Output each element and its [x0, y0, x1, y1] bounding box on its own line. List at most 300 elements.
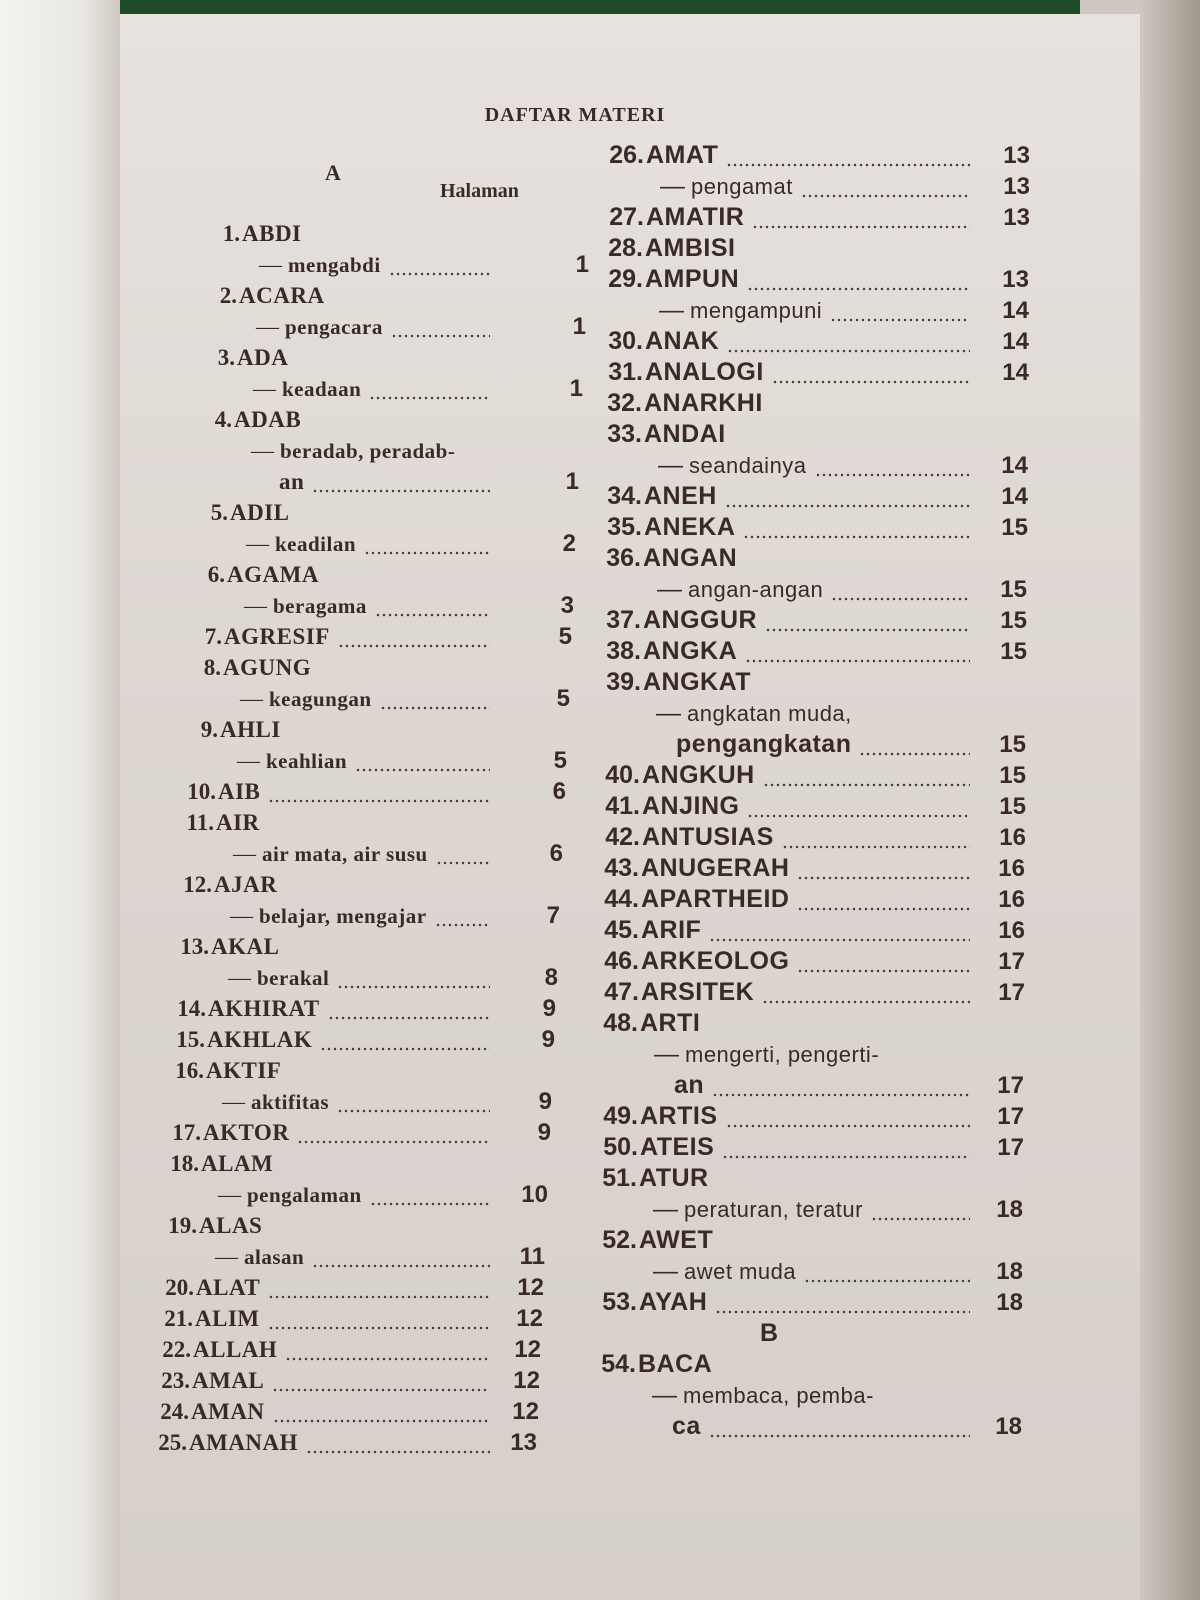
page-number: 13	[1003, 173, 1030, 200]
toc-entry	[599, 357, 1049, 388]
entry-term: AGUNG	[223, 655, 312, 680]
entry-term: ANGKUH	[642, 761, 755, 789]
entry-term: ALIM	[195, 1306, 260, 1331]
toc-entry	[128, 1179, 548, 1210]
dash-mark: —	[259, 252, 282, 277]
entry-number: 12.	[183, 872, 212, 897]
entry-term: AMANAH	[189, 1430, 299, 1455]
toc-entry	[594, 1008, 1044, 1039]
toc-entry	[594, 1132, 1044, 1163]
entry-number: 1.	[222, 221, 240, 246]
toc-entry	[148, 714, 568, 745]
entry-term: AMAL	[192, 1368, 265, 1393]
leader-dots	[369, 373, 490, 404]
leader-dots	[727, 326, 970, 357]
toc-entry	[136, 993, 556, 1024]
entry-term: ALAS	[199, 1213, 263, 1238]
leader-dots	[747, 791, 970, 822]
entry-subterm: an	[674, 1071, 705, 1099]
entry-term: ANAK	[645, 327, 720, 355]
toc-entry	[596, 698, 1046, 729]
entry-subterm: aktifitas	[251, 1090, 329, 1114]
toc-entry	[595, 915, 1045, 946]
toc-entry	[161, 435, 581, 466]
page-number: 16	[998, 886, 1025, 913]
page-number: 16	[998, 917, 1025, 944]
toc-entry	[597, 667, 1047, 698]
dash-mark: —	[215, 1244, 238, 1269]
entry-number: 16.	[175, 1058, 204, 1083]
entry-term: AKHIRAT	[208, 996, 320, 1021]
entry-number: 17.	[172, 1120, 201, 1145]
leader-dots	[320, 1024, 490, 1055]
entry-number: 33.	[607, 420, 642, 448]
leader-dots	[797, 884, 970, 915]
page-number: 12	[517, 1274, 544, 1301]
entry-number: 28.	[608, 234, 643, 262]
toc-entry	[139, 931, 559, 962]
entry-subterm: ca	[672, 1412, 701, 1440]
toc-entry	[600, 171, 1050, 202]
toc-entry	[599, 295, 1049, 326]
page-number: 10	[521, 1181, 548, 1208]
entry-number: 44.	[604, 885, 639, 913]
page-number: 17	[998, 979, 1025, 1006]
page-number: 17	[997, 1134, 1024, 1161]
dash-mark: —	[253, 376, 276, 401]
entry-subterm: angan-angan	[688, 577, 824, 602]
page-number: 1	[565, 468, 579, 495]
toc-entry	[600, 202, 1050, 233]
page-number: 14	[1002, 359, 1029, 386]
page-number: 15	[999, 762, 1026, 789]
entry-subterm: awet muda	[684, 1259, 797, 1284]
page-number: 14	[1002, 328, 1029, 355]
leader-dots	[391, 311, 490, 342]
toc-entry	[593, 1163, 1043, 1194]
page-number: 14	[1001, 483, 1028, 510]
toc-entry	[596, 822, 1046, 853]
leader-dots	[375, 590, 490, 621]
toc-entry	[599, 264, 1049, 295]
page-number: 18	[995, 1413, 1022, 1440]
page-number: 17	[997, 1072, 1024, 1099]
entry-number: 5.	[210, 500, 228, 525]
entry-number: 53.	[602, 1288, 637, 1316]
entry-term: ALAT	[196, 1275, 261, 1300]
page-number: 8	[544, 964, 558, 991]
entry-term: AMBISI	[645, 234, 736, 262]
leader-dots	[797, 946, 970, 977]
entry-term: ANEH	[644, 482, 717, 510]
entry-number: 35.	[607, 513, 642, 541]
page-number: 15	[1000, 607, 1027, 634]
leader-dots	[772, 357, 970, 388]
entry-term: AWET	[639, 1226, 714, 1254]
toc-entry	[167, 280, 587, 311]
page-number: 7	[546, 902, 560, 929]
entry-subterm: keahlian	[266, 749, 348, 773]
toc-entry	[593, 1194, 1043, 1225]
entry-term: AIR	[216, 810, 260, 835]
entry-number: 13.	[180, 934, 209, 959]
leader-dots	[871, 1194, 970, 1225]
entry-number: 6.	[207, 562, 225, 587]
toc-entry	[597, 605, 1047, 636]
page-number: 13	[510, 1429, 537, 1456]
page-number: 11	[519, 1243, 545, 1270]
toc-entry	[596, 729, 1046, 760]
entry-number: 27.	[609, 203, 644, 231]
toc-entry	[162, 404, 582, 435]
leader-dots	[268, 1272, 490, 1303]
entry-term: AMPUN	[645, 265, 740, 293]
page-number: 6	[552, 778, 566, 805]
entry-term: ANUGERAH	[641, 854, 790, 882]
dash-mark: —	[654, 1040, 679, 1068]
leader-dots	[715, 1287, 970, 1318]
leader-dots	[815, 450, 970, 481]
entry-number: 49.	[603, 1102, 638, 1130]
entry-subterm: alasan	[244, 1245, 305, 1269]
entry-number: 26.	[609, 141, 644, 169]
entry-number: 24.	[160, 1399, 189, 1424]
toc-entry	[158, 497, 578, 528]
entry-number: 45.	[604, 916, 639, 944]
entry-term: ABDI	[242, 221, 302, 246]
entry-number: 54.	[601, 1350, 636, 1378]
entry-subterm: belajar, mengajar	[259, 904, 427, 928]
leader-dots	[830, 295, 970, 326]
entry-number: 40.	[605, 761, 640, 789]
page-number: 9	[538, 1088, 552, 1115]
toc-entry	[151, 652, 571, 683]
entry-number: 42.	[605, 823, 640, 851]
dash-mark: —	[659, 296, 684, 324]
page-number: 17	[998, 948, 1025, 975]
dash-mark: —	[653, 1195, 678, 1223]
toc-entry	[599, 326, 1049, 357]
page-number: 12	[513, 1367, 540, 1394]
toc-entry	[147, 745, 567, 776]
page-number: 18	[996, 1258, 1023, 1285]
dash-mark: —	[657, 575, 682, 603]
dash-mark: —	[230, 903, 253, 928]
entry-term: APARTHEID	[641, 885, 790, 913]
entry-term: AMAT	[646, 141, 719, 169]
page-number: 6	[549, 840, 563, 867]
toc-entry	[131, 1117, 551, 1148]
leader-dots	[859, 729, 970, 760]
entry-subterm: pengangkatan	[676, 730, 852, 758]
entry-number: 39.	[606, 668, 641, 696]
entry-number: 25.	[158, 1430, 187, 1455]
leader-dots	[436, 838, 490, 869]
page-number: 13	[1003, 204, 1030, 231]
leader-dots	[312, 1241, 490, 1272]
leader-dots	[801, 171, 970, 202]
entry-number: 52.	[602, 1226, 637, 1254]
entry-number: 14.	[177, 996, 206, 1021]
entry-number: 8.	[203, 655, 221, 680]
entry-number: 50.	[603, 1133, 638, 1161]
entry-subterm: pengacara	[285, 315, 383, 339]
toc-entry	[124, 1272, 544, 1303]
entry-subterm: air mata, air susu	[262, 842, 428, 866]
dash-mark: —	[656, 699, 681, 727]
entry-subterm: an	[279, 469, 305, 494]
toc-entry	[144, 807, 564, 838]
page-number: 15	[1000, 576, 1027, 603]
toc-entry	[119, 1396, 539, 1427]
entry-number: 32.	[607, 389, 642, 417]
entry-number: 36.	[606, 544, 641, 572]
page-number: 17	[997, 1103, 1024, 1130]
toc-entry	[170, 218, 590, 249]
toc-entry	[598, 512, 1048, 543]
toc-entry	[593, 1225, 1043, 1256]
entry-term: ADIL	[230, 500, 290, 525]
leader-dots	[743, 512, 970, 543]
dash-mark: —	[658, 451, 683, 479]
page-number: 13	[1002, 266, 1029, 293]
toc-entry	[169, 249, 589, 280]
toc-entry	[127, 1210, 547, 1241]
toc-entry	[123, 1303, 543, 1334]
entry-number: 3.	[217, 345, 235, 370]
toc-entry	[598, 450, 1048, 481]
leader-dots	[297, 1117, 490, 1148]
toc-entry	[598, 419, 1048, 450]
entry-term: AHLI	[220, 717, 281, 742]
page-number: 14	[1002, 297, 1029, 324]
section-heading-b: B	[760, 1319, 779, 1347]
entry-term: AIB	[218, 779, 261, 804]
toc-entry	[594, 1101, 1044, 1132]
leader-dots	[273, 1396, 490, 1427]
entry-number: 10.	[187, 779, 216, 804]
page-number: 12	[516, 1305, 543, 1332]
page-number: 14	[1001, 452, 1028, 479]
entry-term: ANJING	[642, 792, 740, 820]
page-title: DAFTAR MATERI	[484, 104, 666, 126]
entry-subterm: peraturan, teratur	[684, 1197, 863, 1222]
entry-number: 30.	[608, 327, 643, 355]
page-number: 12	[514, 1336, 541, 1363]
leader-dots	[306, 1427, 490, 1458]
entry-number: 37.	[606, 606, 641, 634]
dash-mark: —	[652, 1381, 677, 1409]
page-number: 5	[556, 685, 570, 712]
entry-term: ALAM	[201, 1151, 274, 1176]
entry-subterm: seandainya	[689, 453, 807, 478]
entry-term: ANGKAT	[643, 668, 752, 696]
entry-term: ALLAH	[193, 1337, 278, 1362]
dash-mark: —	[246, 531, 269, 556]
entry-number: 22.	[162, 1337, 191, 1362]
page-number: 1	[575, 251, 589, 278]
toc-entry	[121, 1334, 541, 1365]
entry-subterm: beradab, peradab-	[280, 439, 456, 463]
toc-entry	[165, 342, 585, 373]
entry-term: ANDAI	[644, 420, 726, 448]
entry-subterm: keadaan	[282, 377, 362, 401]
dash-mark: —	[244, 593, 267, 618]
page-number: 9	[537, 1119, 551, 1146]
entry-number: 20.	[165, 1275, 194, 1300]
leader-dots	[745, 636, 970, 667]
page-number: 16	[998, 855, 1025, 882]
page-number: 5	[558, 623, 572, 650]
entry-term: AKTOR	[203, 1120, 290, 1145]
leader-dots	[709, 1411, 970, 1442]
toc-column-left	[110, 218, 589, 1458]
entry-term: AKHLAK	[207, 1027, 313, 1052]
entry-number: 47.	[604, 978, 639, 1006]
dash-mark: —	[240, 686, 263, 711]
entry-term: ANEKA	[644, 513, 736, 541]
toc-entry	[156, 528, 576, 559]
entry-term: AMATIR	[646, 203, 745, 231]
toc-entry	[595, 946, 1045, 977]
entry-term: ANALOGI	[645, 358, 764, 386]
entry-term: AKAL	[211, 934, 280, 959]
leader-dots	[389, 249, 490, 280]
entry-term: ARIF	[641, 916, 702, 944]
halaman-column-label: Halaman	[440, 180, 519, 202]
toc-entry	[143, 838, 563, 869]
toc-entry	[155, 559, 575, 590]
leader-dots	[762, 977, 970, 1008]
section-heading-a: A	[325, 160, 341, 185]
toc-entry	[120, 1365, 540, 1396]
toc-entry	[595, 977, 1045, 1008]
page-number: 15	[1001, 514, 1028, 541]
leader-dots	[272, 1365, 490, 1396]
leader-dots	[355, 745, 490, 776]
entry-term: ADAB	[234, 407, 302, 432]
toc-entry	[597, 543, 1047, 574]
dash-mark: —	[222, 1089, 245, 1114]
leader-dots	[268, 776, 490, 807]
toc-entry	[146, 776, 566, 807]
entry-term: ANGAN	[643, 544, 738, 572]
leader-dots	[726, 1101, 970, 1132]
entry-term: ADA	[237, 345, 289, 370]
entry-number: 51.	[602, 1164, 637, 1192]
entry-subterm: keadilan	[275, 532, 357, 556]
page-number: 18	[996, 1289, 1023, 1316]
entry-subterm: beragama	[273, 594, 367, 618]
toc-entry	[129, 1148, 549, 1179]
entry-number: 9.	[200, 717, 218, 742]
entry-subterm: pengamat	[691, 174, 793, 199]
leader-dots	[337, 1086, 490, 1117]
leader-dots	[763, 760, 970, 791]
toc-entry	[580, 1318, 1030, 1349]
leader-dots	[725, 481, 970, 512]
page-number: 16	[999, 824, 1026, 851]
page-number: 2	[562, 530, 576, 557]
page-number: 15	[999, 731, 1026, 758]
entry-number: 34.	[607, 482, 642, 510]
entry-number: 4.	[214, 407, 232, 432]
toc-entry	[125, 1241, 545, 1272]
dash-mark: —	[237, 748, 260, 773]
dash-mark: —	[218, 1182, 241, 1207]
toc-entry	[142, 869, 562, 900]
entry-subterm: membaca, pemba-	[683, 1383, 874, 1408]
toc-entry	[598, 481, 1048, 512]
entry-number: 18.	[170, 1151, 199, 1176]
leader-dots	[380, 683, 490, 714]
entry-term: AYAH	[639, 1288, 708, 1316]
page-number: 12	[512, 1398, 539, 1425]
leader-dots	[328, 993, 490, 1024]
toc-entry	[154, 590, 574, 621]
toc-entry	[595, 884, 1045, 915]
entry-term: ATEIS	[640, 1133, 715, 1161]
entry-number: 11.	[186, 810, 214, 835]
page-shadow	[1140, 0, 1200, 1600]
entry-subterm: pengalaman	[247, 1183, 362, 1207]
dash-mark: —	[660, 172, 685, 200]
entry-number: 41.	[605, 792, 640, 820]
book-cover-strip	[120, 0, 1080, 14]
entry-term: BACA	[638, 1350, 713, 1378]
page-number: 9	[541, 1026, 555, 1053]
entry-number: 46.	[604, 947, 639, 975]
toc-entry	[159, 466, 579, 497]
toc-entry	[592, 1349, 1042, 1380]
entry-number: 2.	[219, 283, 237, 308]
toc-entry	[594, 1070, 1044, 1101]
toc-entry	[593, 1287, 1043, 1318]
entry-number: 7.	[204, 624, 222, 649]
toc-entry	[599, 233, 1049, 264]
toc-entry	[166, 311, 586, 342]
toc-entry	[134, 1055, 554, 1086]
page-number: 3	[560, 592, 574, 619]
page-number: 18	[996, 1196, 1023, 1223]
toc-entry	[592, 1380, 1042, 1411]
entry-number: 23.	[161, 1368, 190, 1393]
leader-dots	[337, 962, 490, 993]
leader-dots	[765, 605, 970, 636]
entry-term: AGAMA	[227, 562, 319, 587]
toc-entry	[117, 1427, 537, 1458]
dash-mark: —	[233, 841, 256, 866]
entry-subterm: angkatan muda,	[687, 701, 852, 726]
toc-entry	[593, 1256, 1043, 1287]
page-edge	[0, 0, 120, 1600]
toc-entry	[598, 388, 1048, 419]
toc-entry	[152, 621, 572, 652]
dash-mark: —	[256, 314, 279, 339]
page-number: 1	[572, 313, 586, 340]
page-number: 13	[1003, 142, 1030, 169]
toc-entry	[597, 574, 1047, 605]
entry-term: ARKEOLOG	[641, 947, 790, 975]
entry-term: AMAN	[191, 1399, 265, 1424]
dash-mark: —	[653, 1257, 678, 1285]
entry-term: ARTI	[640, 1009, 701, 1037]
leader-dots	[726, 140, 970, 171]
toc-entry	[132, 1086, 552, 1117]
toc-entry	[597, 636, 1047, 667]
page-number: 15	[999, 793, 1026, 820]
leader-dots	[747, 264, 970, 295]
